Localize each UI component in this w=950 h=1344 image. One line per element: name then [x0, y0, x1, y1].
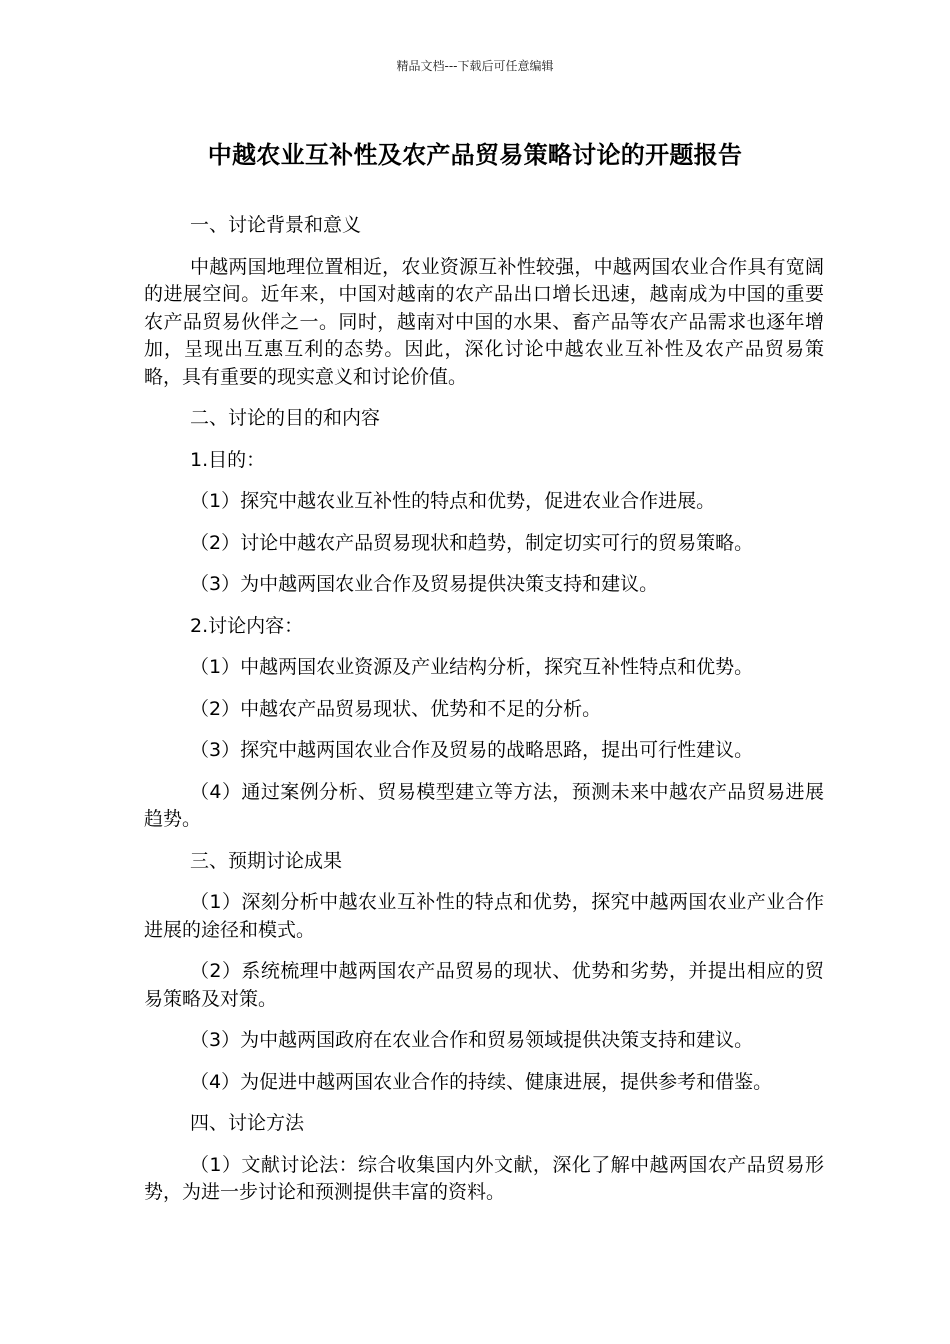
- list-item: （4）为促进中越两国农业合作的持续、健康进展，提供参考和借鉴。: [190, 1070, 773, 1093]
- document-body: [144, 212, 824, 1221]
- list-item: （3）为中越两国农业合作及贸易提供决策支持和建议。: [190, 573, 659, 595]
- list-item: （3）为中越两国政府在农业合作和贸易领域提供决策支持和建议。: [190, 1029, 754, 1051]
- subheading-content: 2.讨论内容：: [190, 614, 304, 637]
- section-heading-methods: 四、讨论方法: [190, 1112, 305, 1134]
- list-item: （2）讨论中越农产品贸易现状和趋势，制定切实可行的贸易策略。: [190, 531, 754, 554]
- list-item: （1）深刻分析中越农业互补性的特点和优势，探究中越两国农业产业合作进展的途径和模式。: [144, 891, 824, 941]
- list-item: （2）系统梳理中越两国农产品贸易的现状、优势和劣势，并提出相应的贸易策略及对策。: [144, 960, 824, 1010]
- section-heading-purpose-content: 二、讨论的目的和内容: [190, 407, 381, 429]
- list-item: （1）中越两国农业资源及产业结构分析，探究互补性特点和优势。: [190, 656, 754, 678]
- page-header: 精品文档---下载后可任意编辑: [396, 59, 554, 73]
- section-heading-background: 一、讨论背景和意义: [190, 214, 362, 236]
- subheading-purpose: 1.目的：: [190, 448, 266, 471]
- list-item: （1）文献讨论法：综合收集国内外文献，深化了解中越两国农产品贸易形势，为进一步讨论和预测提供丰富的资料。: [144, 1153, 824, 1203]
- paragraph-background: 中越两国地理位置相近，农业资源互补性较强，中越两国农业合作具有宽阔的进展空间。近年来，中国对越南的农产品出口增长迅速，越南成为中国的重要农产品贸易伙伴之一。同时，越南对中国的水果、畜产品等农产品需求也逐年增加，呈现出互惠互利的态势。因此，深化讨论中越农业互补性及农产品贸易策略，具有重要的现实意义和讨论价值。: [144, 255, 824, 388]
- list-item: （4）通过案例分析、贸易模型建立等方法，预测未来中越农产品贸易进展趋势。: [144, 780, 824, 830]
- document-title: 中越农业互补性及农产品贸易策略讨论的开题报告: [207, 141, 743, 169]
- section-heading-expected-results: 三、预期讨论成果: [190, 849, 343, 872]
- list-item: （2）中越农产品贸易现状、优势和不足的分析。: [190, 697, 602, 720]
- list-item: （1）探究中越农业互补性的特点和优势，促进农业合作进展。: [190, 490, 716, 512]
- list-item: （3）探究中越两国农业合作及贸易的战略思路，提出可行性建议。: [190, 739, 754, 761]
